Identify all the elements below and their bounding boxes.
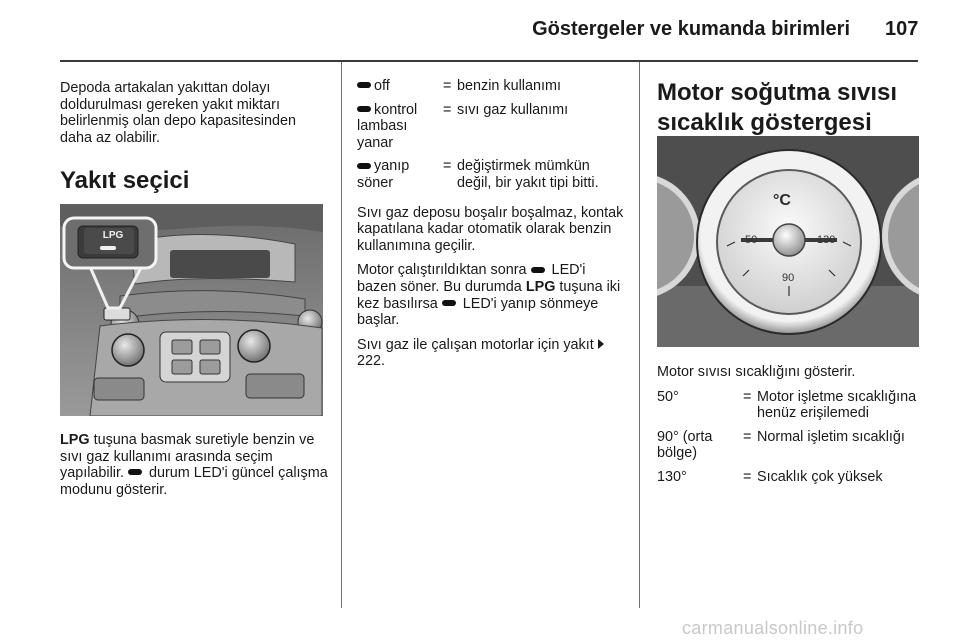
header-rule: [60, 60, 918, 62]
lpg-console-figure: [60, 204, 323, 416]
lpg-bold-label: LPG: [60, 432, 90, 448]
equals-sign: =: [743, 428, 752, 445]
temp-key: 90° (orta bölge): [657, 428, 713, 462]
led-indicator-icon: [357, 163, 371, 169]
led-state-desc: değiştirmek mümkün değil, bir yakıt tipi bitti.: [457, 158, 599, 191]
para2-text-2: LED'i bazen söner. Bu durumda: [357, 262, 586, 295]
gauge-scale-130: 130: [817, 234, 836, 246]
temperature-table: [657, 389, 919, 493]
gauge-caption: Motor sıvısı sıcaklığını gösterir.: [657, 364, 856, 380]
page-reference-arrow-icon: [598, 339, 604, 349]
gauge-illustration: [657, 136, 919, 347]
para2-text-3: tuşuna iki kez basılırsa: [357, 278, 621, 312]
led-behavior-paragraph: [357, 262, 627, 328]
led-state-desc: benzin kullanımı: [457, 78, 561, 94]
caption-text-2: durum LED'i güncel çalışma modunu gösterir.: [60, 465, 328, 498]
table-row: [357, 78, 627, 102]
lpg-bold-label: LPG: [525, 278, 556, 295]
led-indicator-icon: [357, 82, 371, 88]
right-caption-section: [657, 364, 919, 493]
lpg-button-label: LPG: [102, 230, 124, 241]
led-state-desc: sıvı gaz kullanımı: [457, 101, 569, 118]
coolant-gauge-figure: [657, 136, 919, 347]
section-title-coolant-gauge: Motor soğutma sıvısı sıcaklık göstergesi: [657, 79, 898, 136]
led-state-on: kontrol lambası yanar: [357, 101, 418, 151]
intro-paragraph: Depoda artakalan yakıttan dolayı doldurulması gereken yakıt miktarı belirlenmiş olan depo kapasitesinden daha az olabilir.: [60, 80, 296, 146]
temp-desc: Normal işletim sıcaklığı: [757, 428, 905, 445]
equals-sign: =: [443, 158, 452, 175]
temp-desc: Motor işletme sıcaklığına henüz erişilemedi: [757, 388, 917, 422]
column-divider-2: [639, 62, 640, 608]
equals-sign: =: [443, 101, 452, 118]
temp-key: 130°: [657, 468, 687, 485]
table-row: [657, 389, 919, 429]
table-row: [357, 158, 627, 198]
watermark: carmanualsonline.info: [682, 618, 864, 638]
table-row: [357, 102, 627, 159]
auto-switch-paragraph: Sıvı gaz deposu boşalır boşalmaz, kontak kapatılana kadar otomatik olarak benzin kullanımına geçilir.: [357, 204, 624, 254]
middle-column: [357, 78, 627, 378]
led-indicator-icon: [442, 300, 456, 306]
left-caption: [60, 432, 328, 506]
temp-key: 50°: [657, 388, 679, 405]
led-state-flashing: yanıp söner: [357, 158, 410, 191]
led-state-off: off: [374, 78, 390, 94]
para2-text-4: LED'i yanıp sönmeye başlar.: [357, 295, 599, 329]
temp-desc: Sıcaklık çok yüksek: [757, 468, 883, 485]
column-divider-1: [341, 62, 342, 608]
para2-text-1: Motor çalıştırıldıktan sonra: [357, 262, 531, 279]
page-reference-number[interactable]: 222.: [357, 353, 386, 370]
page-number: 107: [885, 18, 919, 40]
led-indicator-icon: [531, 267, 545, 273]
right-column: [657, 78, 919, 138]
section-title-fuel-selector: Yakıt seçici: [60, 167, 190, 195]
para3-text: Sıvı gaz ile çalışan motorlar için yakıt: [357, 336, 598, 353]
gauge-scale-50: 50: [745, 234, 758, 246]
fuel-reference-paragraph: [357, 337, 627, 370]
page-header-title: Göstergeler ve kumanda birimleri: [532, 18, 850, 40]
caption-text-1: tuşuna basmak suretiyle benzin ve sıvı gaz kullanımı arasında seçim yapılabilir.: [60, 432, 315, 482]
equals-sign: =: [743, 388, 752, 405]
equals-sign: =: [743, 468, 752, 485]
left-column: [60, 80, 328, 196]
led-indicator-icon: [357, 106, 371, 112]
led-state-table: [357, 78, 627, 199]
gauge-scale-90: 90: [782, 272, 795, 284]
led-indicator-icon: [128, 469, 142, 475]
table-row: [657, 469, 919, 493]
equals-sign: =: [443, 78, 452, 94]
table-row: [657, 429, 919, 469]
coolant-temp-symbol-icon: °C: [773, 192, 791, 209]
